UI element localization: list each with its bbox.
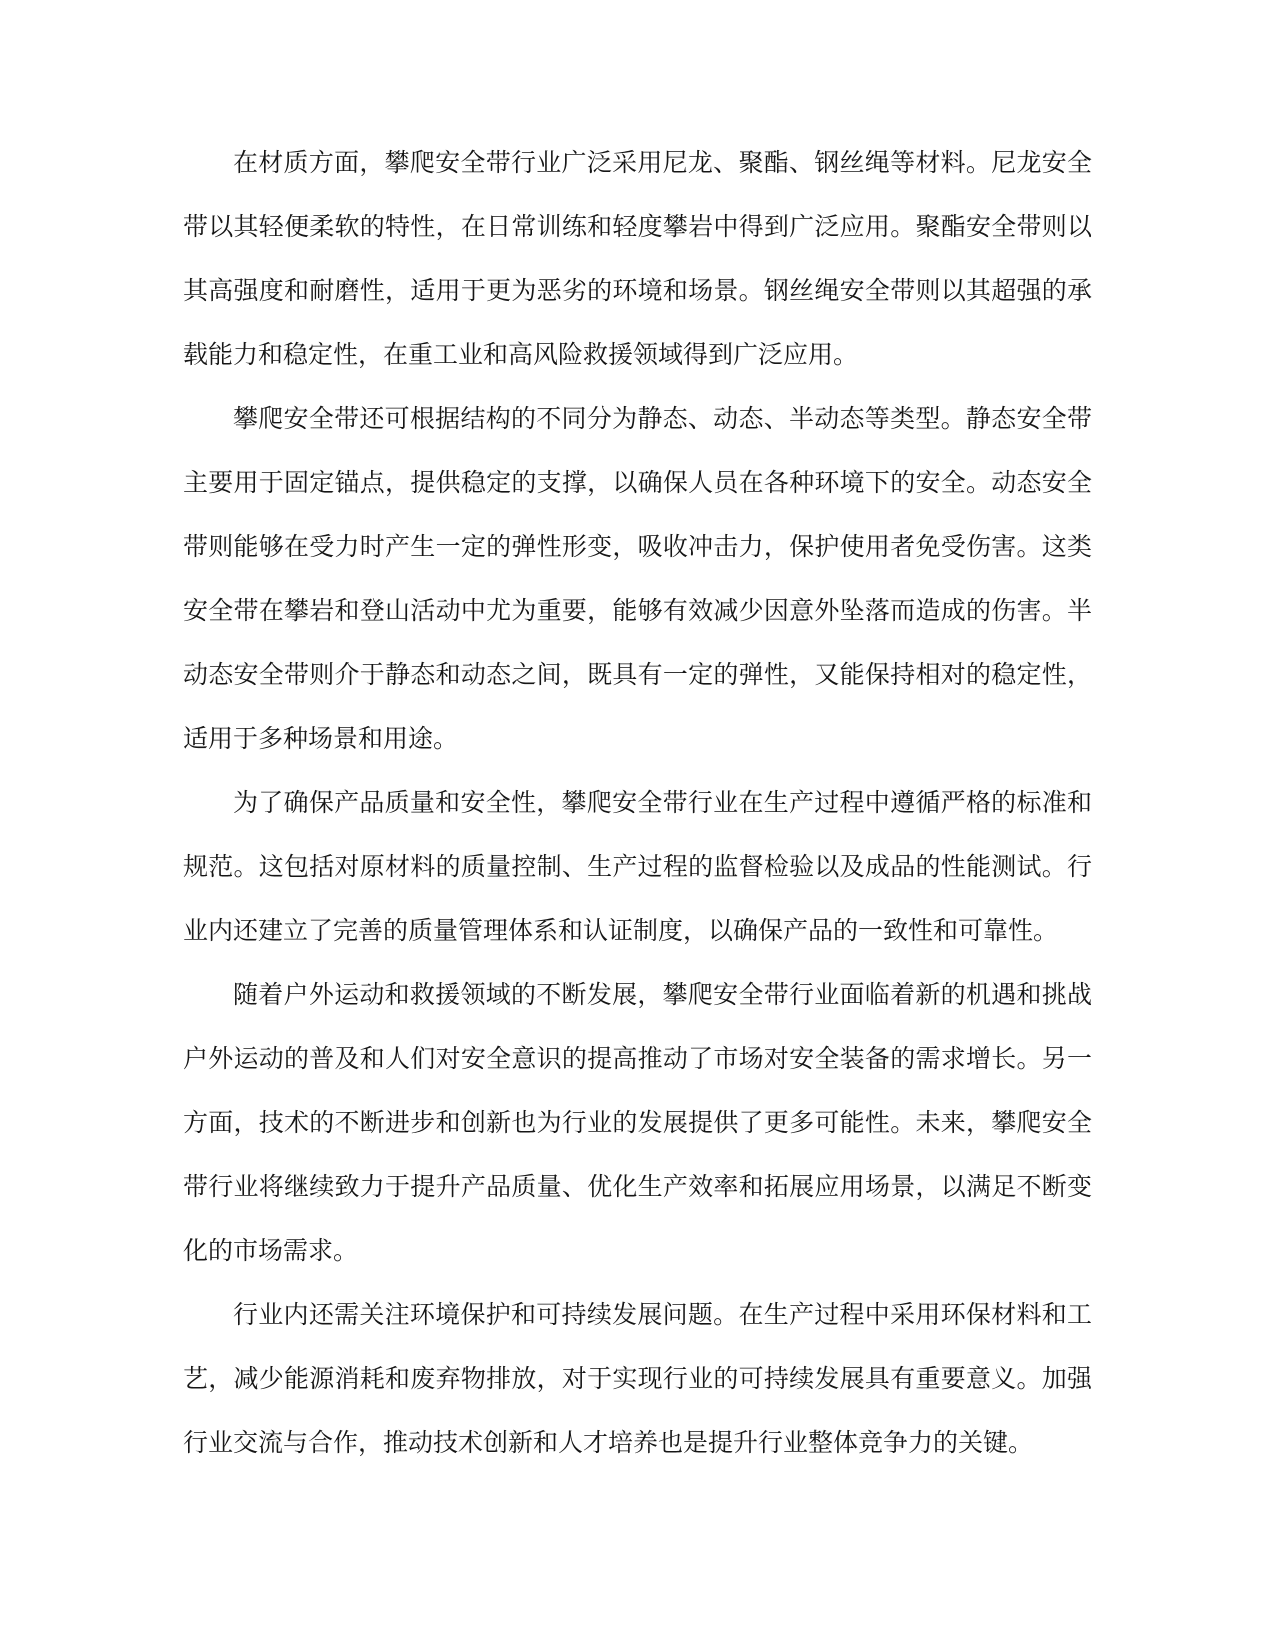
paragraph-sustainability: 行业内还需关注环境保护和可持续发展问题。在生产过程中采用环保材料和工艺，减少能源消耗和废弃物排放，对于实现行业的可持续发展具有重要意义。加强行业交流与合作，推动技术创新和人才培养也是提升行业整体竞争力的关键。 [183,1301,1092,1457]
paragraph-materials: 在材质方面，攀爬安全带行业广泛采用尼龙、聚酯、钢丝绳等材料。尼龙安全带以其轻便柔软的特性，在日常训练和轻度攀岩中得到广泛应用。聚酯安全带则以其高强度和耐磨性，适用于更为恶劣的环境和场景。钢丝绳安全带则以其超强的承载能力和稳定性，在重工业和高风险救援领域得到广泛应用。 [183,149,1092,369]
document-body [183,131,1092,1475]
paragraph-opportunities-challenges: 随着户外运动和救援领域的不断发展，攀爬安全带行业面临着新的机遇和挑战户外运动的普及和人们对安全意识的提高推动了市场对安全装备的需求增长。另一方面，技术的不断进步和创新也为行业的发展提供了更多可能性。未来，攀爬安全带行业将继续致力于提升产品质量、优化生产效率和拓展应用场景，以满足不断变化的市场需求。 [183,981,1092,1265]
paragraph-structure-types: 攀爬安全带还可根据结构的不同分为静态、动态、半动态等类型。静态安全带主要用于固定锚点，提供稳定的支撑，以确保人员在各种环境下的安全。动态安全带则能够在受力时产生一定的弹性形变，吸收冲击力，保护使用者免受伤害。这类安全带在攀岩和登山活动中尤为重要，能够有效减少因意外坠落而造成的伤害。半动态安全带则介于静态和动态之间，既具有一定的弹性，又能保持相对的稳定性，适用于多种场景和用途。 [183,405,1092,753]
paragraph-quality-standards: 为了确保产品质量和安全性，攀爬安全带行业在生产过程中遵循严格的标准和规范。这包括对原材料的质量控制、生产过程的监督检验以及成品的性能测试。行业内还建立了完善的质量管理体系和认证制度，以确保产品的一致性和可靠性。 [183,789,1092,945]
